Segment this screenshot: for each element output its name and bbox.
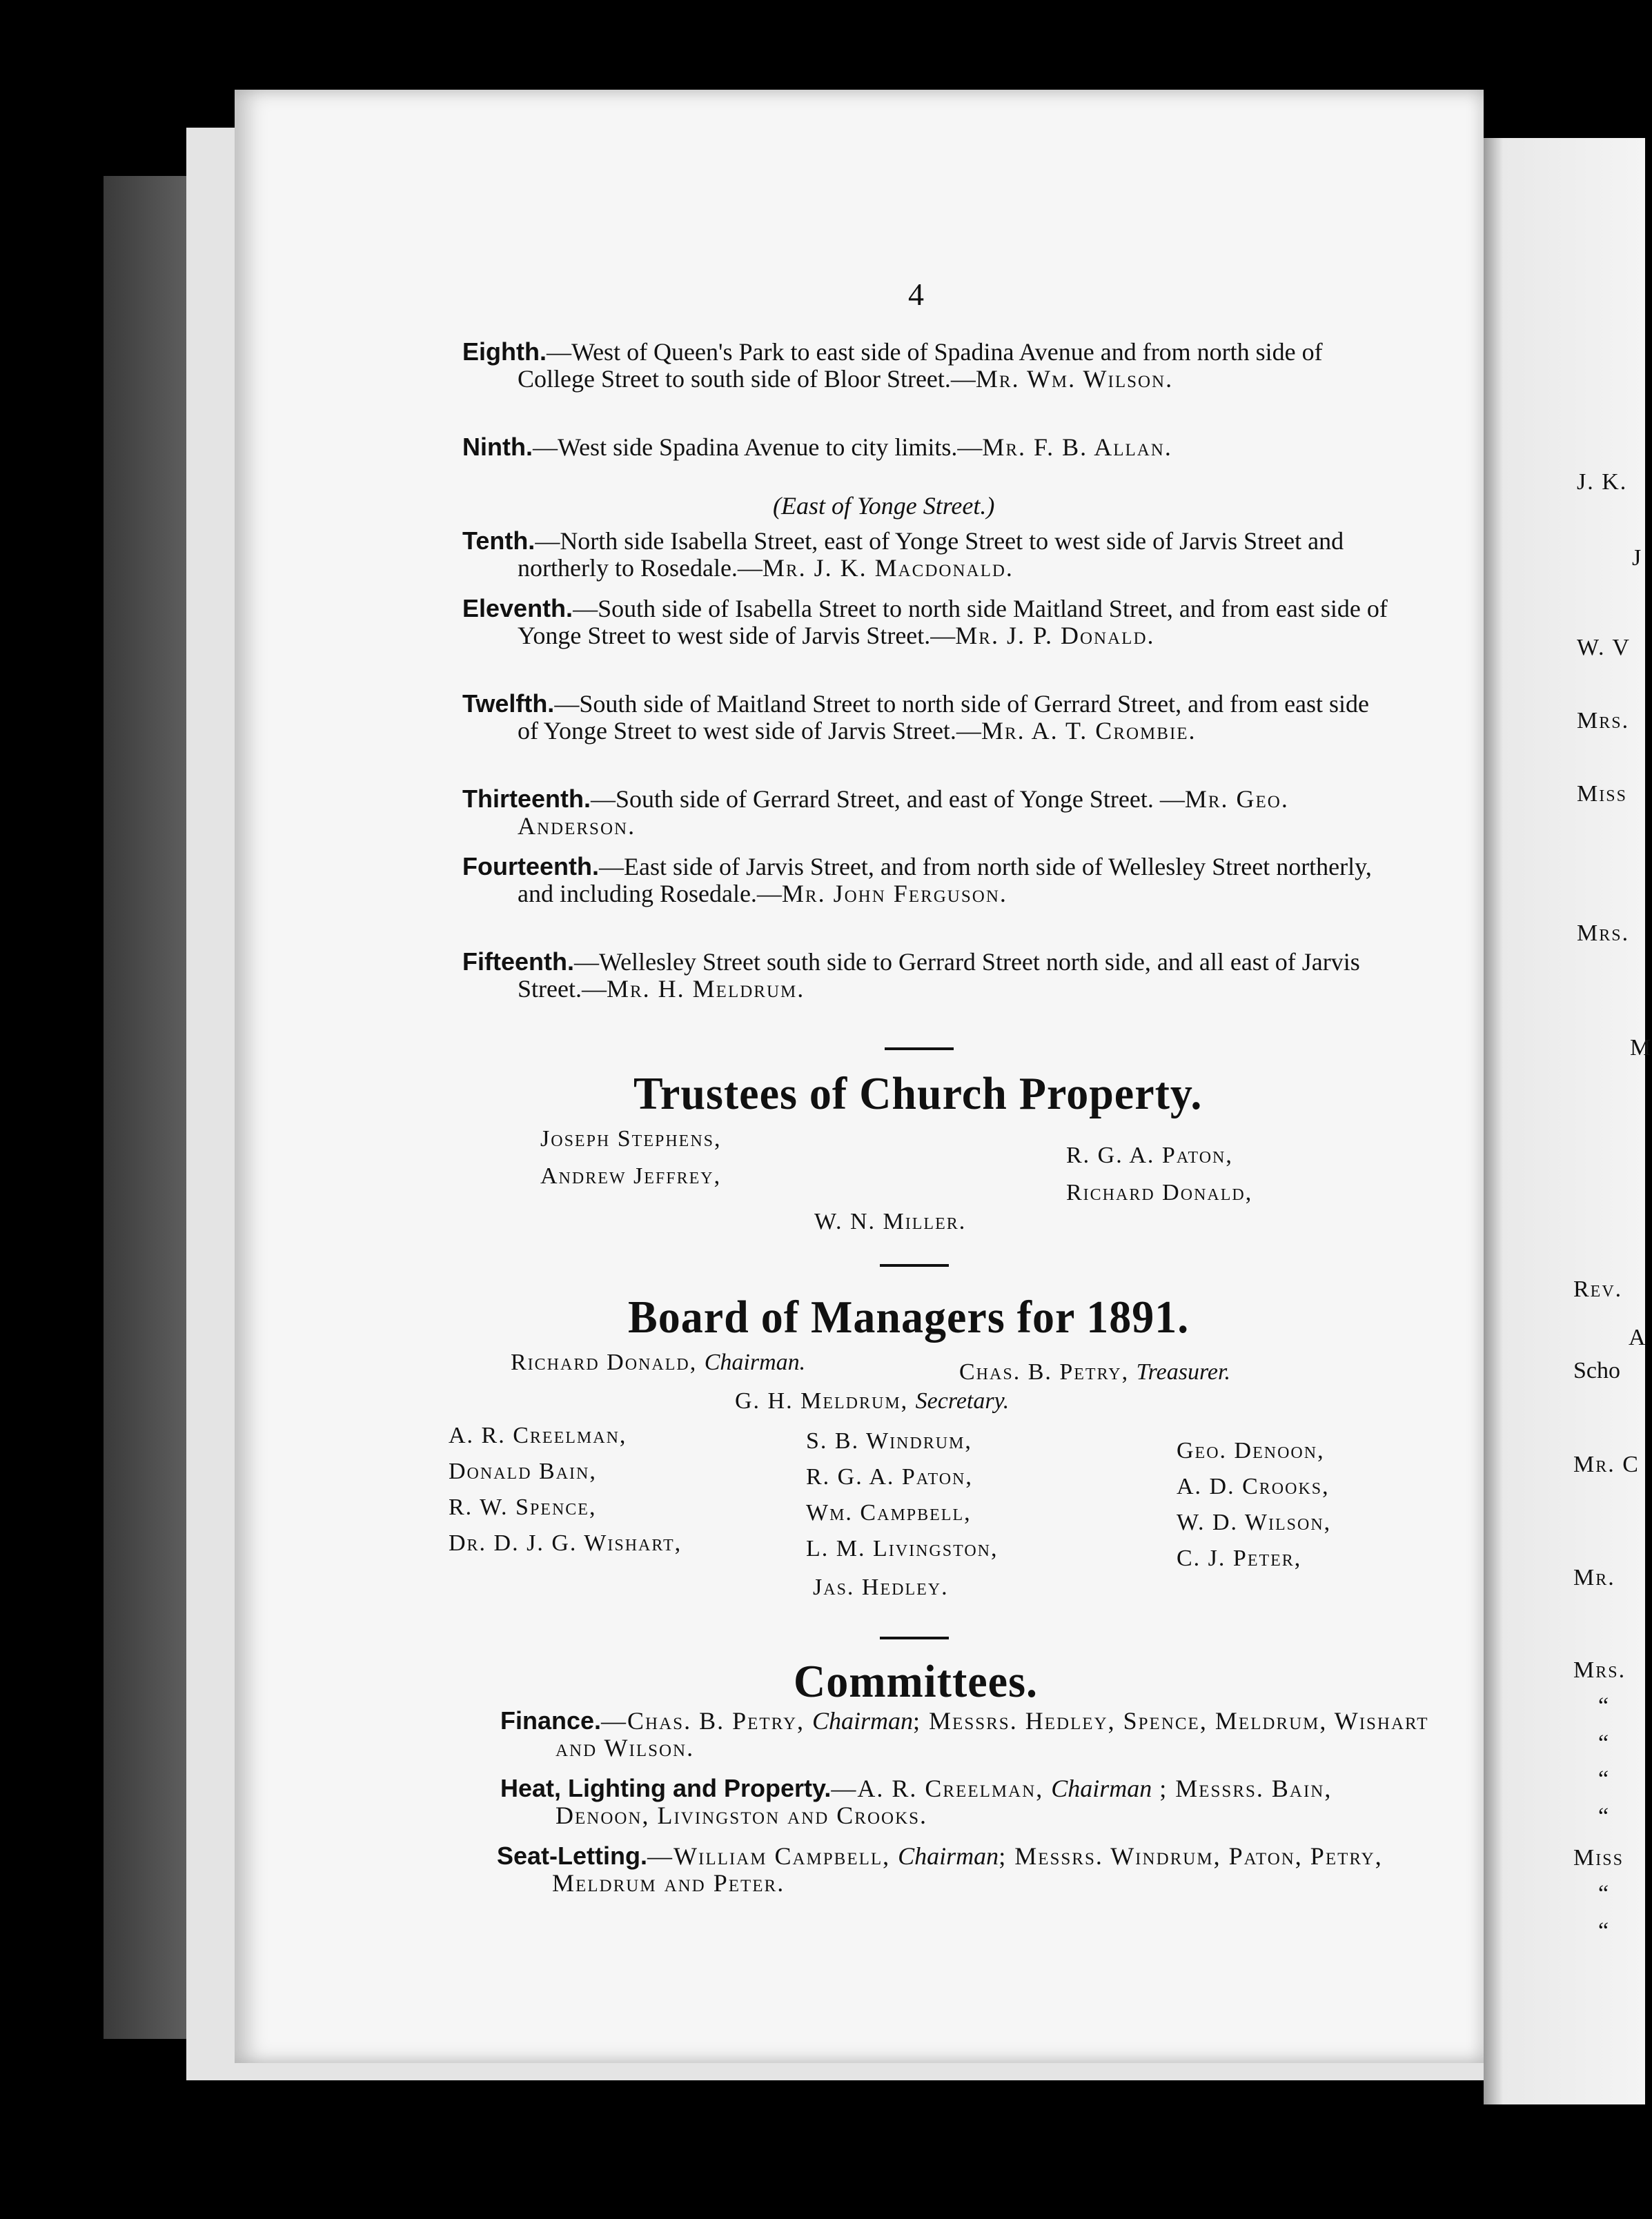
district-lead: Ninth. bbox=[462, 433, 533, 461]
district-lead: Fourteenth. bbox=[462, 852, 599, 880]
board-member: Jas. Hedley. bbox=[813, 1575, 949, 1600]
trustee-name: Andrew Jeffrey, bbox=[540, 1163, 722, 1189]
committee-members: ; Messrs. Hedley, Spence, Meldrum, Wishart and Wilson. bbox=[555, 1707, 1429, 1762]
district-eleventh bbox=[462, 595, 1394, 649]
trustee-name: Richard Donald, bbox=[1066, 1180, 1253, 1205]
district-person: Mr. H. Meldrum. bbox=[606, 975, 805, 1003]
trustee-name: W. N. Miller. bbox=[814, 1209, 967, 1234]
facing-page-fragment: J bbox=[1632, 545, 1643, 571]
facing-page-fragment: Miss bbox=[1573, 1845, 1624, 1871]
board-member: A. R. Creelman, bbox=[449, 1423, 627, 1448]
district-ninth bbox=[462, 433, 1394, 461]
board-member: Geo. Denoon, bbox=[1177, 1438, 1325, 1463]
district-text: —South side of Gerrard Street, and east of Yonge Street. — bbox=[591, 785, 1185, 813]
facing-page-fragment: “ bbox=[1598, 1881, 1611, 1906]
facing-page-fragment: Scho bbox=[1573, 1358, 1620, 1383]
district-fifteenth bbox=[462, 948, 1394, 1003]
committee-lead: Heat, Lighting and Property. bbox=[500, 1774, 832, 1802]
district-lead: Twelfth. bbox=[462, 689, 555, 718]
committee-members: ; Messrs. Windrum, Paton, Petry, Meldrum and Peter. bbox=[552, 1842, 1383, 1897]
district-twelfth bbox=[462, 690, 1394, 744]
facing-page-fragment: Rev. bbox=[1573, 1276, 1623, 1302]
district-text: —Wellesley Street south side to Gerrard Street north side, and all east of Jarvis Street.— bbox=[518, 948, 1360, 1003]
committee-role: Chairman bbox=[1051, 1775, 1152, 1802]
committee-chair: —William Campbell, bbox=[647, 1842, 898, 1870]
section-rule bbox=[880, 1637, 949, 1639]
facing-page-fragment: “ bbox=[1598, 1693, 1611, 1719]
committee-role: Chairman bbox=[898, 1842, 999, 1870]
district-person: Mr. A. T. Crombie. bbox=[981, 717, 1197, 744]
facing-page-fragment: Mrs. bbox=[1573, 1657, 1626, 1683]
board-secretary-role: Secretary. bbox=[915, 1388, 1010, 1414]
district-text: —South side of Maitland Street to north side of Gerrard Street, and from east side of Yonge Street to west side of Jarvis Street.— bbox=[518, 690, 1370, 744]
page-number: 4 bbox=[908, 277, 924, 312]
board-treasurer-name: Chas. B. Petry, bbox=[959, 1359, 1130, 1385]
committee-lead: Finance. bbox=[500, 1706, 602, 1735]
district-lead: Fifteenth. bbox=[462, 947, 574, 976]
section-rule bbox=[885, 1047, 954, 1050]
facing-page-fragment: “ bbox=[1598, 1918, 1611, 1944]
district-text: —South side of Isabella Street to north side Maitland Street, and from east side of Yonge Street to west side of Jarvis Street.— bbox=[518, 595, 1388, 649]
district-person: Mr. J. P. Donald. bbox=[955, 622, 1155, 649]
facing-page-fragment: “ bbox=[1598, 1730, 1611, 1756]
board-treasurer bbox=[959, 1359, 1230, 1385]
committees-heading: Committees. bbox=[794, 1655, 1038, 1707]
district-text: —West of Queen's Park to east side of Spadina Avenue and from north side of College Street to south side of Bloor Street.— bbox=[518, 338, 1323, 393]
facing-page-fragment: Mr. bbox=[1573, 1565, 1615, 1590]
district-person: Mr. J. K. Macdonald. bbox=[762, 554, 1014, 582]
committee-role: Chairman bbox=[812, 1707, 914, 1735]
trustee-name: Joseph Stephens, bbox=[540, 1126, 722, 1152]
committee-seat-letting bbox=[497, 1842, 1428, 1897]
facing-page-fragment: “ bbox=[1598, 1804, 1611, 1829]
facing-page-fragment: W. V bbox=[1577, 635, 1631, 660]
district-text: —West side Spadina Avenue to city limits.— bbox=[532, 433, 983, 461]
board-chairman bbox=[511, 1350, 805, 1376]
board-member: Dr. D. J. G. Wishart, bbox=[449, 1530, 682, 1556]
committee-members: ; Messrs. Bain, Denoon, Livingston and Crooks. bbox=[555, 1775, 1333, 1829]
board-heading: Board of Managers for 1891. bbox=[628, 1291, 1190, 1343]
board-secretary-name: G. H. Meldrum, bbox=[735, 1388, 909, 1414]
board-member: Wm. Campbell, bbox=[806, 1500, 972, 1526]
district-eighth bbox=[462, 338, 1394, 393]
district-person: Mr. John Ferguson. bbox=[781, 880, 1007, 907]
east-subheading: (East of Yonge Street.) bbox=[773, 492, 995, 520]
district-lead: Eighth. bbox=[462, 337, 547, 366]
district-person: Mr. Wm. Wilson. bbox=[975, 365, 1174, 393]
district-text: —East side of Jarvis Street, and from north side of Wellesley Street northerly, and including Rosedale.— bbox=[518, 853, 1372, 907]
trustee-name: R. G. A. Paton, bbox=[1066, 1143, 1233, 1168]
board-member: Donald Bain, bbox=[449, 1459, 597, 1484]
facing-page-fragment: Mr. C bbox=[1573, 1452, 1640, 1477]
board-member: W. D. Wilson, bbox=[1177, 1510, 1332, 1535]
district-lead: Thirteenth. bbox=[462, 785, 591, 813]
board-treasurer-role: Treasurer. bbox=[1136, 1359, 1230, 1385]
board-member: C. J. Peter, bbox=[1177, 1546, 1302, 1571]
facing-page bbox=[1484, 138, 1645, 2104]
facing-page-fragment: Mrs. bbox=[1577, 920, 1630, 946]
board-member: R. W. Spence, bbox=[449, 1495, 597, 1520]
facing-page-fragment: A bbox=[1629, 1325, 1647, 1350]
board-member: A. D. Crooks, bbox=[1177, 1474, 1330, 1499]
district-text: —North side Isabella Street, east of Yonge Street to west side of Jarvis Street and northerly to Rosedale.— bbox=[518, 527, 1344, 582]
board-member: S. B. Windrum, bbox=[806, 1428, 972, 1454]
facing-page-fragment: “ bbox=[1598, 1766, 1611, 1792]
committee-heat-lighting-property bbox=[500, 1775, 1432, 1829]
facing-page-fragment: J. K. bbox=[1577, 469, 1628, 495]
facing-page-fragment: M bbox=[1630, 1035, 1652, 1061]
district-tenth bbox=[462, 527, 1394, 582]
committee-lead: Seat-Letting. bbox=[497, 1842, 648, 1870]
district-fourteenth bbox=[462, 853, 1394, 907]
board-member: R. G. A. Paton, bbox=[806, 1464, 973, 1490]
board-secretary bbox=[735, 1388, 1009, 1414]
trustees-heading: Trustees of Church Property. bbox=[633, 1067, 1203, 1119]
board-chairman-name: Richard Donald, bbox=[511, 1350, 698, 1375]
board-chairman-role: Chairman. bbox=[704, 1350, 806, 1375]
district-lead: Eleventh. bbox=[462, 594, 573, 622]
committee-chair: —Chas. B. Petry, bbox=[601, 1707, 812, 1735]
committee-finance bbox=[500, 1707, 1432, 1762]
district-lead: Tenth. bbox=[462, 526, 535, 555]
section-rule bbox=[880, 1264, 949, 1267]
facing-page-fragment: Miss bbox=[1577, 781, 1627, 807]
committee-chair: —A. R. Creelman, bbox=[831, 1775, 1052, 1802]
district-thirteenth bbox=[462, 785, 1394, 840]
district-person: Mr. F. B. Allan. bbox=[982, 433, 1172, 461]
facing-page-fragment: Mrs. bbox=[1577, 708, 1630, 733]
board-member: L. M. Livingston, bbox=[806, 1536, 999, 1561]
district-person: Mr. Geo. Anderson. bbox=[518, 785, 1289, 840]
